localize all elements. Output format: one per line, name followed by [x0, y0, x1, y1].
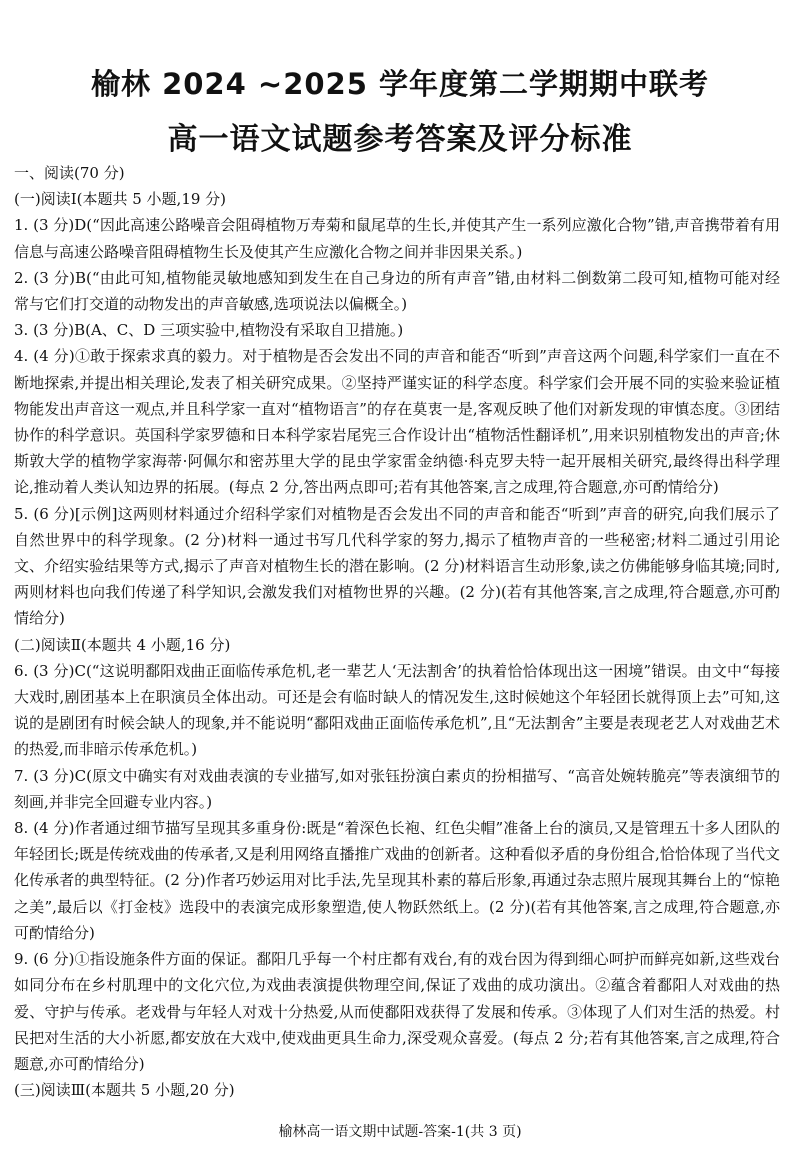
part-heading-reading-3: (三)阅读Ⅲ(本题共 5 小题,20 分): [14, 1081, 235, 1100]
page-title: 榆林 2024 ~2025 学年度第二学期期中联考: [90, 67, 709, 101]
answer-q8: 8. (4 分)作者通过细节描写呈现其多重身份:既是“着深色长袍、红色尖帽”准备上台的演员,又是管理五十多人团队的年轻团长;既是传统戏曲的传承者,又是利用网络直播推广戏曲的创新者。这种看似矛盾的身份组合,恰恰体现了当代文化传承者的典型特征。(2 分)作者巧妙运用对比手法,先呈现其朴素的幕后形象,再通过杂志照片展现其舞台上的“惊艳之美”,最后以《打金枝》选段中的表演完成形象塑造,使人物跃然纸上。(2 分)(若有其他答案,言之成理,符合题意,亦可酌情给分): [14, 819, 780, 942]
page-subtitle: 高一语文试题参考答案及评分标准: [167, 122, 633, 157]
answer-q4: 4. (4 分)①敢于探索求真的毅力。对于植物是否会发出不同的声音和能否“听到”声音这两个问题,科学家们一直在不断地探索,并提出相关理论,发表了相关研究成果。②坚持严谨实证的科学态度。科学家们会开展不同的实验来验证植物能发出声音这一观点,并且科学家一直对“植物语言”的存在莫衷一是,客观反映了他们对新发现的审慎态度。③团结协作的科学意识。英国科学家罗德和日本科学家岩尾宪三合作设计出“植物活性翻译机”,用来识别植物发出的声音;休斯敦大学的植物学家海蒂·阿佩尔和密苏里大学的昆虫学家雷金纳德·科克罗夫特一起开展相关研究,最终得出科学理论,推动着人类认知边界的拓展。(每点 2 分,答出两点即可;若有其他答案,言之成理,符合题意,亦可酌情给分): [14, 347, 780, 497]
answer-q1: 1. (3 分)D(“因此高速公路噪音会阻碍植物万寿菊和鼠尾草的生长,并使其产生一系列应激化合物”错,声音携带着有用信息与高速公路噪音阻碍植物生长及使其产生应激化合物之间并非因果关系。): [14, 216, 780, 261]
page-footer: 榆林高一语文期中试题-答案-1(共 3 页): [278, 1124, 522, 1140]
section-heading-reading: 一、阅读(70 分): [14, 164, 125, 182]
answer-q6: 6. (3 分)C(“这说明鄱阳戏曲正面临传承危机,老一辈艺人‘无法割舍’的执着恰恰体现出这一困境”错误。由文中“每接大戏时,剧团基本上在职演员全体出动。可还是会有临时缺人的情况发生,这时候她这个年轻团长就得顶上去”可知,这说的是剧团有时候会缺人的现象,并不能说明“鄱阳戏曲正面临传承危机”,且“无法割舍”主要是表现老艺人对戏曲艺术的热爱,而非暗示传承危机。): [14, 661, 780, 759]
answer-q9: 9. (6 分)①指设施条件方面的保证。鄱阳几乎每一个村庄都有戏台,有的戏台因为得到细心呵护而鲜亮如新,这些戏台如同分布在乡村肌理中的文化穴位,为戏曲表演提供物理空间,保证了戏曲的成功演出。②蕴含着鄱阳人对戏曲的热爱、守护与传承。老戏骨与年轻人对戏十分热爱,从而使鄱阳戏获得了发展和传承。③体现了人们对生活的热爱。村民把对生活的大小祈愿,都安放在大戏中,使戏曲更具生命力,深受观众喜爱。(每点 2 分;若有其他答案,言之成理,符合题意,亦可酌情给分): [14, 950, 780, 1073]
part-heading-reading-1: (一)阅读Ⅰ(本题共 5 小题,19 分): [14, 190, 227, 209]
answer-q5: 5. (6 分)[示例]这两则材料通过介绍科学家们对植物是否会发出不同的声音和能否“听到”声音的研究,向我们展示了自然世界中的科学现象。(2 分)材料一通过书写几代科学家的努力,揭示了植物声音的一些秘密;材料二通过引用论文、介绍实验结果等方式,揭示了声音对植物生长的潜在影响。(2 分)材料语言生动形象,读之仿佛能够身临其境;同时,两则材料也向我们传递了科学知识,会激发我们对植物世界的兴趣。(2 分)(若有其他答案,言之成理,符合题意,亦可酌情给分): [14, 504, 780, 628]
part-heading-reading-2: (二)阅读Ⅱ(本题共 4 小题,16 分): [14, 635, 231, 654]
answer-q3: 3. (3 分)B(A、C、D 三项实验中,植物没有采取自卫措施。): [14, 321, 404, 340]
answer-q2: 2. (3 分)B(“由此可知,植物能灵敏地感知到发生在自己身边的所有声音”错,由材料二倒数第二段可知,植物可能对经常与它们打交道的动物发出的声音敏感,选项说法以偏概全。): [14, 268, 780, 314]
answer-content: [14, 160, 780, 1103]
answer-q7: 7. (3 分)C(原文中确实有对戏曲表演的专业描写,如对张钰扮演白素贞的扮相描写、“高音处婉转脆亮”等表演细节的刻画,并非完全回避专业内容。): [14, 766, 780, 811]
